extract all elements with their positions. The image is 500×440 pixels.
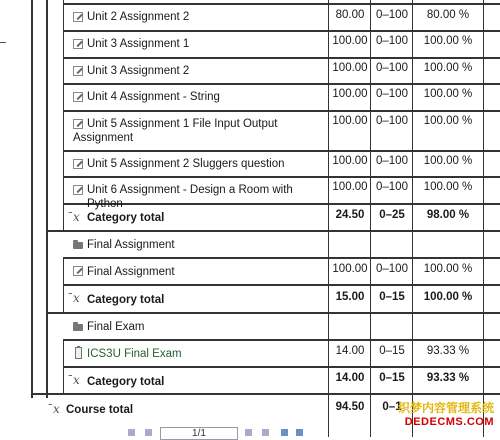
percentage-value: 100.00 % [423, 35, 473, 47]
table-row [0, 341, 500, 366]
score-value: 100.00 [332, 181, 368, 193]
range-value: 0–100 [376, 115, 408, 127]
table-row [0, 112, 500, 150]
score-value: 100.00 [332, 263, 368, 275]
percentage-value: 100.00 % [423, 291, 473, 303]
category-total-row [0, 286, 500, 312]
prev-page-icon[interactable] [145, 429, 152, 436]
export-icon[interactable] [281, 429, 288, 436]
x-bar-icon: ̄ x [73, 210, 80, 224]
score-value: 15.00 [335, 291, 365, 303]
range-value: 0–15 [379, 372, 405, 384]
grade-item-link[interactable]: Unit 5 Assignment 1 File Input Output [87, 118, 278, 130]
refresh-icon[interactable] [296, 429, 303, 436]
table-row [0, 59, 500, 83]
score-value: 100.00 [332, 88, 368, 100]
range-value: 0–100 [376, 35, 408, 47]
score-value: 24.50 [335, 209, 365, 221]
folder-icon [73, 242, 83, 249]
category-header-row [0, 314, 500, 339]
range-value: 0–25 [379, 209, 405, 221]
edit-icon [73, 12, 83, 22]
category-total-row [0, 368, 500, 393]
edit-icon [73, 159, 83, 169]
range-value: 0–15 [379, 345, 405, 357]
edit-icon [73, 119, 83, 129]
range-value: 0–1 [382, 401, 402, 413]
percentage-value: 100.00 % [423, 155, 473, 167]
grade-item-link[interactable]: Unit 4 Assignment - String [87, 91, 220, 103]
range-value: 0–100 [376, 9, 408, 21]
percentage-value: 100.00 % [423, 115, 473, 127]
range-value: 0–100 [376, 88, 408, 100]
edit-icon [73, 39, 83, 49]
quiz-icon [75, 347, 82, 359]
edit-icon [73, 92, 83, 102]
percentage-value: 100.00 % [423, 263, 473, 275]
category-total-label: Category total [87, 376, 165, 388]
table-row [0, 85, 500, 110]
table-row [0, 152, 500, 176]
range-value: 0–100 [376, 62, 408, 74]
percentage-value: 93.33 % [426, 372, 470, 384]
course-total-label: Course total [66, 404, 134, 416]
pager-toolbar [0, 424, 500, 437]
page-number-input[interactable]: 1/1 [160, 427, 238, 440]
table-row [0, 259, 500, 284]
percentage-value: 100.00 % [423, 88, 473, 100]
grade-item-link[interactable]: Unit 3 Assignment 2 [87, 65, 190, 77]
table-row [0, 5, 500, 30]
category-header: Final Assignment [87, 239, 175, 251]
category-header: Final Exam [87, 321, 145, 333]
last-page-icon[interactable] [262, 429, 269, 436]
score-value: 80.00 [335, 9, 365, 21]
first-page-icon[interactable] [128, 429, 135, 436]
grade-item-link-continued[interactable]: Assignment [73, 132, 134, 144]
watermark-line-2: DEDECMS.COM [404, 416, 494, 428]
grade-item-link[interactable]: Final Assignment [87, 266, 175, 278]
category-header-row [0, 232, 500, 257]
range-value: 0–100 [376, 263, 408, 275]
grade-item-link[interactable]: Unit 2 Assignment 2 [87, 11, 190, 23]
percentage-value: 80.00 % [426, 9, 470, 21]
grade-item-link[interactable]: Unit 5 Assignment 2 Sluggers question [87, 158, 285, 170]
edit-icon [73, 266, 83, 276]
percentage-value: 100.00 % [423, 181, 473, 193]
x-bar-icon: ̄ x [53, 402, 60, 416]
grade-item-link[interactable]: ICS3U Final Exam [87, 348, 182, 360]
category-total-label: Category total [87, 294, 165, 306]
category-total-label: Category total [87, 212, 165, 224]
percentage-value: 100.00 % [423, 62, 473, 74]
percentage-value: 93.33 % [426, 345, 470, 357]
range-value: 0–100 [376, 155, 408, 167]
score-value: 100.00 [332, 115, 368, 127]
folder-icon [73, 324, 83, 331]
x-bar-icon: ̄ x [73, 291, 80, 305]
grade-item-link[interactable]: Unit 6 Assignment - Design a Room with Python [87, 184, 293, 210]
grade-item-link[interactable]: Unit 3 Assignment 1 [87, 38, 190, 50]
percentage-value: 98.00 % [426, 209, 470, 221]
table-row [0, 32, 500, 57]
score-value: 94.50 [335, 401, 365, 413]
x-bar-icon: ̄ x [73, 373, 80, 387]
next-page-icon[interactable] [245, 429, 252, 436]
score-value: 100.00 [332, 155, 368, 167]
edit-icon [73, 185, 83, 195]
score-value: 100.00 [332, 62, 368, 74]
range-value: 0–100 [376, 181, 408, 193]
category-total-row [0, 205, 500, 230]
watermark-line-1: 织梦内容管理系统 [397, 401, 494, 415]
score-value: 14.00 [335, 372, 365, 384]
edit-icon [73, 66, 83, 76]
range-value: 0–15 [379, 291, 405, 303]
score-value: 14.00 [335, 345, 365, 357]
score-value: 100.00 [332, 35, 368, 47]
table-row [0, 178, 500, 210]
